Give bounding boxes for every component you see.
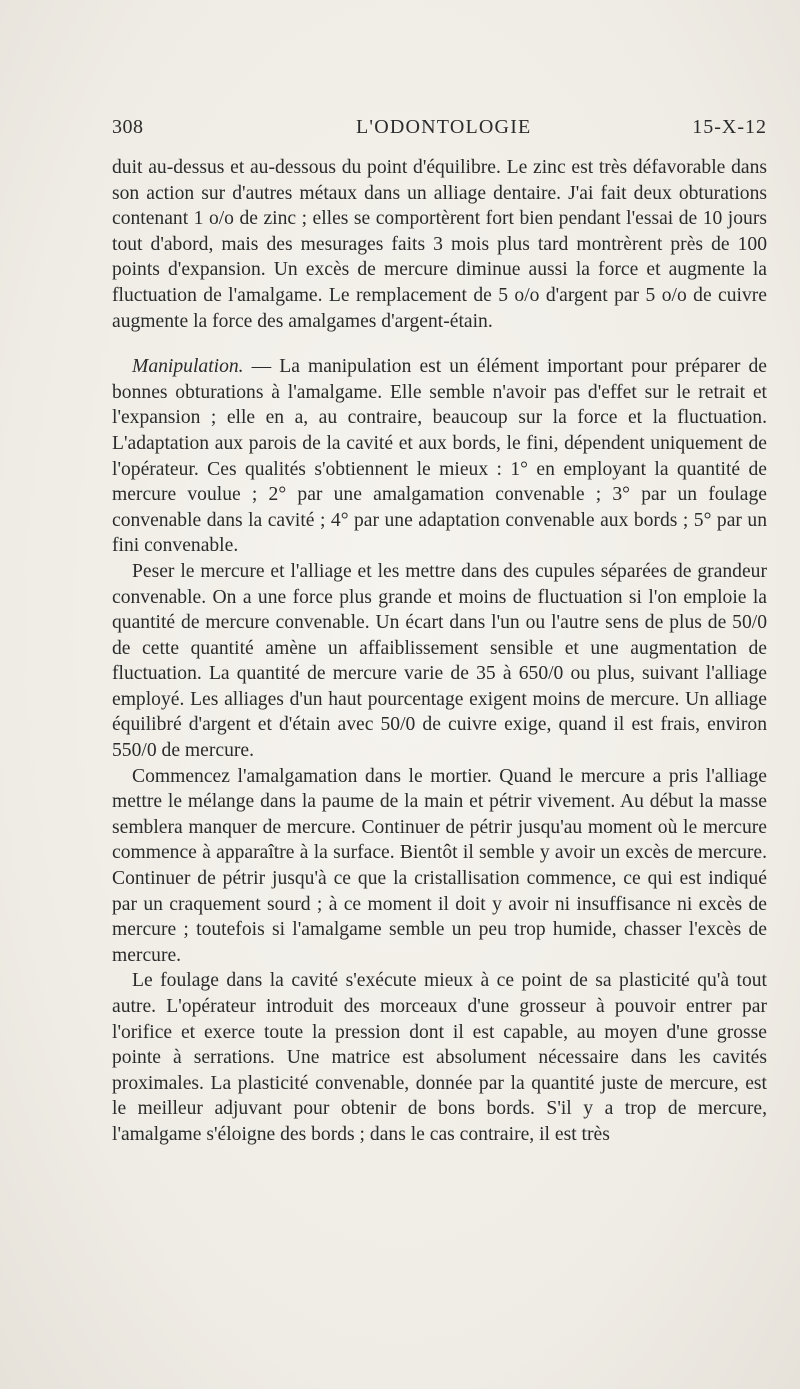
- running-title: L'ODONTOLOGIE: [356, 116, 532, 138]
- paragraph: Commencez l'amalgamation dans le mortier. Quand le mercure a pris l'alliage mettre le mélange dans la paume de la main et pétrir vivement. Au début la masse semblera manquer de mercure. Continuer de pétrir jusqu'au moment où le mercure commence à apparaître à la surface. Bientôt il semble y avoir un excès de mercure. Continuer de pétrir jusqu'à ce que la cristallisation commence, ce qui est indiqué par un craquement sourd ; à ce moment il doit y avoir ni insuffisance ni excès de mercure ; toutefois si l'amalgame semble un peu trop humide, chasser l'excès de mercure.: [112, 765, 767, 966]
- paragraph: Le foulage dans la cavité s'exécute mieux à ce point de sa plasticité qu'à tout autre. L'opérateur introduit des morceaux d'une grosseur à pouvoir entrer par l'orifice et exerce toute la pression dont il est capable, au moyen d'une grosse pointe à serrations. Une matrice est absolument nécessaire dans les cavités proximales. La plasticité convenable, donnée par la quantité juste de mercure, est le meilleur adjuvant pour obtenir de bons bords. S'il y a trop de mercure, l'amalgame s'éloigne des bords ; dans le cas contraire, il est très: [112, 970, 767, 1145]
- page-header: [112, 116, 767, 142]
- paragraph-text: — La manipulation est un élément important pour préparer de bonnes obturations à l'amalgame. Elle semble n'avoir pas d'effet sur le retrait et l'expansion ; elle en a, au contraire, beaucoup sur la force et la fluctuation. L'adaptation aux parois de la cavité et aux bords, le fini, dépendent uniquement de l'opérateur. Ces qualités s'obtiennent le mieux : 1° en employant la quantité de mercure voulue ; 2° par une amalgamation convenable ; 3° par un foulage convenable dans la cavité ; 4° par une adaptation convenable aux bords ; 5° par un fini convenable.: [112, 356, 767, 557]
- page-number: 308: [112, 116, 144, 138]
- paragraph: [112, 354, 767, 559]
- section-heading: Manipulation.: [132, 356, 244, 378]
- issue-date: 15-X-12: [692, 116, 767, 138]
- paragraph: duit au-dessus et au-dessous du point d'équilibre. Le zinc est très défavorable dans son action sur d'autres métaux dans un alliage dentaire. J'ai fait deux obturations contenant 1 o/o de zinc ; elles se comportèrent fort bien pendant l'essai de 10 jours tout d'abord, mais des mesurages faits 3 mois plus tard montrèrent près de 100 points d'expansion. Un excès de mercure diminue aussi la force et augmente la fluctuation de l'amalgame. Le remplacement de 5 o/o d'argent par 5 o/o de cuivre augmente la force des amalgames d'argent-étain.: [112, 157, 767, 332]
- paragraph: Peser le mercure et l'alliage et les mettre dans des cupules séparées de grandeur convenable. On a une force plus grande et moins de fluctuation si l'on emploie la quantité de mercure convenable. Un écart dans l'un ou l'autre sens de plus de 50/0 de cette quantité amène un affaiblissement sensible et une augmentation de fluctuation. La quantité de mercure varie de 35 à 650/0 ou plus, suivant l'alliage employé. Les alliages d'un haut pourcentage exigent moins de mercure. Un alliage équilibré d'argent et d'étain avec 50/0 de cuivre exige, quand il est frais, environ 550/0 de mercure.: [112, 560, 767, 762]
- body-text: [112, 155, 767, 1148]
